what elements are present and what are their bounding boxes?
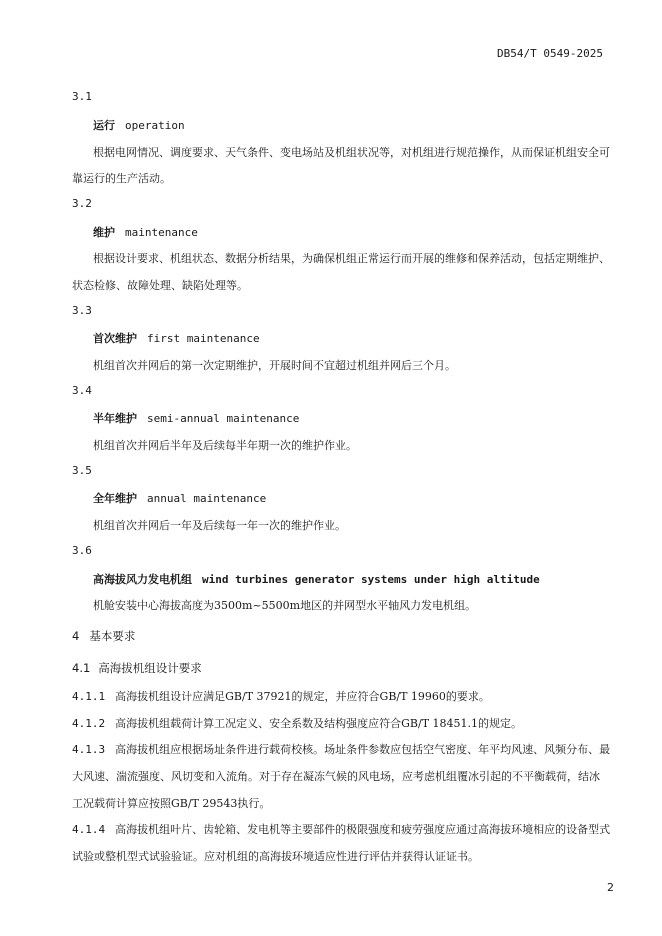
term-definition: 机组首次并网后的第一次定期维护，开展时间不宜超过机组并网后三个月。	[93, 359, 456, 372]
clause-number: 4.1.4	[72, 823, 106, 836]
clause-text: 高海拔机组设计应满足GB/T 37921的规定，并应符合GB/T 19960的要求。	[115, 690, 490, 703]
term-title	[93, 490, 266, 506]
term-definition: 机组首次并网后半年及后续每半年期一次的维护作业。	[93, 439, 357, 452]
term-en: wind turbines generator systems under high altitude	[202, 573, 540, 586]
subsection-heading	[72, 660, 202, 676]
page-number: 2	[607, 881, 614, 894]
term-number: 3.3	[72, 304, 92, 317]
term-number: 3.2	[72, 197, 92, 210]
clause-text: 高海拔机组应根据场址条件进行载荷校核。场址条件参数应包括空气密度、年平均风速、风频分布、最	[115, 743, 611, 756]
term-title	[93, 224, 198, 240]
term-en: annual maintenance	[147, 492, 267, 505]
term-definition: 机组首次并网后一年及后续每一年一次的维护作业。	[93, 519, 346, 532]
term-en: semi-annual maintenance	[147, 412, 300, 425]
term-definition-cont: 靠运行的生产活动。	[72, 172, 171, 185]
subsection-number: 4.1	[72, 661, 91, 675]
clause	[72, 688, 490, 704]
term-zh: 运行	[93, 119, 115, 132]
clause-number: 4.1.2	[72, 717, 106, 730]
section-number: 4	[72, 629, 80, 643]
clause-text-cont: 工况载荷计算应按照GB/T 29543执行。	[72, 797, 271, 810]
clause-text: 高海拔机组叶片、齿轮箱、发电机等主要部件的极限强度和疲劳强度应通过高海拔环境相应的设备型式	[115, 823, 611, 836]
term-zh: 高海拔风力发电机组	[93, 573, 192, 586]
term-definition-cont: 状态检修、故障处理、缺陷处理等。	[72, 279, 248, 292]
term-en: first maintenance	[147, 332, 260, 345]
term-number: 3.4	[72, 384, 92, 397]
term-zh: 首次维护	[93, 332, 137, 345]
clause-number: 4.1.3	[72, 743, 106, 756]
section-title: 基本要求	[89, 629, 136, 643]
term-number: 3.6	[72, 544, 92, 557]
term-title	[93, 410, 299, 426]
term-zh: 全年维护	[93, 492, 137, 505]
term-definition: 机舱安装中心海拔高度为3500m~5500m地区的并网型水平轴风力发电机组。	[93, 599, 477, 612]
clause	[72, 821, 610, 837]
term-definition: 根据电网情况、调度要求、天气条件、变电场站及机组状况等，对机组进行规范操作，从而保证机组安全可	[93, 146, 610, 159]
term-zh: 半年维护	[93, 412, 137, 425]
clause-text-cont: 大风速、湍流强度、风切变和入流角。对于存在凝冻气候的风电场，应考虑机组覆冰引起的不平衡载荷，结冰	[72, 770, 600, 783]
subsection-title: 高海拔机组设计要求	[98, 661, 202, 675]
clause-text-cont: 试验或整机型式试验验证。应对机组的高海拔环境适应性进行评估并获得认证证书。	[72, 850, 479, 863]
term-zh: 维护	[93, 226, 115, 239]
term-title	[93, 571, 540, 587]
term-number: 3.1	[72, 90, 92, 103]
clause	[72, 715, 522, 731]
clause	[72, 741, 610, 757]
term-title	[93, 117, 185, 133]
term-en: operation	[125, 119, 185, 132]
term-definition: 根据设计要求、机组状态、数据分析结果，为确保机组正常运行而开展的维修和保养活动，包括定期维护、	[93, 252, 610, 265]
term-title	[93, 330, 260, 346]
term-en: maintenance	[125, 226, 198, 239]
term-number: 3.5	[72, 464, 92, 477]
doc-code-header: DB54/T 0549-2025	[497, 47, 603, 60]
clause-text: 高海拔机组载荷计算工况定义、安全系数及结构强度应符合GB/T 18451.1的规定。	[115, 717, 523, 730]
clause-number: 4.1.1	[72, 690, 106, 703]
section-heading	[72, 628, 135, 644]
